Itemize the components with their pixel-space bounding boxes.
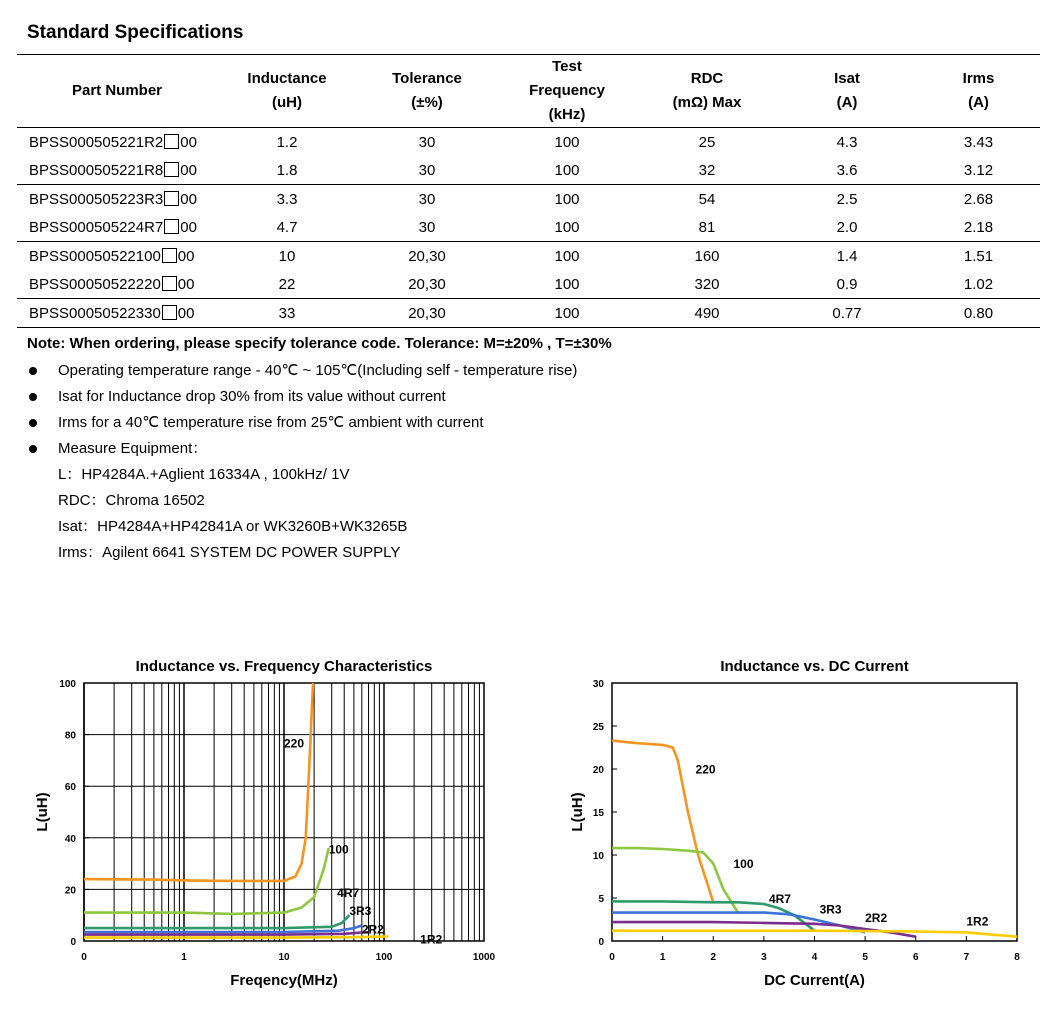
x-tick-label: 1000 — [472, 952, 496, 963]
series-line-220 — [84, 683, 313, 881]
table-cell: 100 — [554, 161, 580, 179]
spec-table — [17, 54, 1040, 328]
series-label-1R2: 1R2 — [966, 914, 989, 929]
y-tick-label: 20 — [592, 765, 604, 776]
series-label-2R2: 2R2 — [865, 911, 888, 926]
header-line: (uH) — [272, 94, 302, 111]
series-label-3R3: 3R3 — [819, 902, 842, 917]
header-line: (A) — [836, 94, 858, 111]
x-tick-label: 5 — [862, 952, 868, 963]
header-line: Part Number — [71, 82, 163, 99]
bullet-icon — [29, 445, 37, 453]
inductance-vs-dc-current-chart — [520, 645, 1040, 1005]
header-line: Irms — [962, 70, 995, 87]
spec-notes-list — [27, 358, 577, 566]
header-line: Isat — [834, 70, 860, 87]
table-row — [17, 299, 1040, 328]
tolerance-code-box — [162, 305, 177, 320]
table-cell: 81 — [698, 218, 716, 236]
table-cell: 10 — [217, 242, 357, 271]
equipment-item: Isat：HP4284A+HP42841A or WK3260B+WK3265B — [58, 518, 408, 535]
table-row — [17, 213, 1040, 242]
tolerance-code-box — [162, 248, 177, 263]
table-cell: 30 — [418, 218, 436, 236]
table-cell: 25 — [698, 133, 716, 151]
table-cell: 100 — [497, 185, 637, 214]
y-tick-label: 15 — [592, 808, 604, 819]
series-line-1R2 — [84, 936, 388, 937]
table-cell: 160 — [637, 242, 777, 271]
series-label-220: 220 — [284, 736, 305, 751]
x-tick-label: 2 — [710, 952, 717, 963]
series-line-100 — [612, 848, 739, 913]
y-tick-label: 40 — [64, 833, 76, 845]
header-irms — [917, 55, 1040, 128]
header-line: RDC — [690, 70, 724, 87]
chart-title: Inductance vs. DC Current — [720, 658, 909, 675]
series-label-100: 100 — [328, 842, 349, 857]
equipment-item: Irms：Agilent 6641 SYSTEM DC POWER SUPPLY — [58, 544, 401, 561]
table-row — [17, 242, 1040, 271]
table-cell: 1.4 — [777, 242, 917, 271]
series-label-3R3: 3R3 — [349, 904, 372, 919]
part-number-suffix: 00 — [180, 133, 197, 151]
part-number-suffix: 00 — [180, 161, 197, 179]
header-line: Frequency — [529, 82, 605, 99]
table-cell: 20,30 — [408, 275, 446, 293]
series-label-1R2: 1R2 — [420, 932, 443, 947]
header-line: Test — [552, 58, 582, 75]
part-number-cell — [17, 185, 217, 214]
table-cell: 2.5 — [777, 185, 917, 214]
part-number-prefix: BPSS000505221R2 — [29, 133, 164, 151]
table-row — [17, 156, 1040, 185]
part-number-suffix: 00 — [180, 218, 197, 236]
table-cell: 30 — [418, 161, 436, 179]
list-item-text: Isat for Inductance drop 30% from its value without current — [58, 388, 446, 405]
chart-title: Inductance vs. Frequency Characteristics — [135, 658, 433, 675]
y-tick-label: 20 — [64, 885, 76, 897]
y-tick-label: 10 — [592, 851, 604, 862]
list-item-text: Measure Equipment： — [58, 440, 208, 457]
table-row — [17, 128, 1040, 157]
table-cell: 490 — [637, 299, 777, 328]
series-label-220: 220 — [695, 762, 716, 777]
x-axis-label: DC Current(A) — [764, 972, 865, 989]
table-cell: 32 — [698, 161, 716, 179]
part-number-prefix: BPSS000505223R3 — [29, 190, 164, 208]
table-cell: 3.6 — [836, 161, 858, 179]
table-cell: 30 — [418, 133, 436, 151]
list-item-text: Operating temperature range - 40℃ ~ 105℃(Including self - temperature rise) — [58, 362, 578, 379]
header-isat — [777, 55, 917, 128]
x-tick-label: 0 — [81, 952, 87, 963]
tolerance-code-box — [164, 219, 179, 234]
part-number-prefix: BPSS00050522220 — [29, 275, 161, 293]
table-cell: 100 — [497, 299, 637, 328]
y-tick-label: 0 — [598, 937, 604, 948]
x-tick-label: 6 — [912, 952, 919, 963]
part-number-cell — [17, 270, 217, 299]
part-number-cell — [17, 213, 217, 242]
part-number-cell — [17, 128, 217, 157]
series-line-4R7 — [84, 915, 349, 928]
table-cell: 3.3 — [217, 185, 357, 214]
tolerance-code-box — [164, 162, 179, 177]
table-cell: 320 — [694, 275, 720, 293]
y-axis-label: L(uH) — [569, 792, 586, 832]
series-label-4R7: 4R7 — [768, 892, 791, 907]
table-header-row — [17, 55, 1040, 128]
table-cell: 2.18 — [963, 218, 994, 236]
table-cell: 1.02 — [963, 275, 994, 293]
x-axis-label: Freqency(MHz) — [230, 972, 338, 989]
x-tick-label: 10 — [278, 952, 290, 963]
header-line: (mΩ) Max — [672, 94, 742, 111]
part-number-suffix: 00 — [177, 304, 195, 322]
list-item — [27, 410, 577, 436]
y-tick-label: 5 — [598, 894, 604, 905]
tolerance-code-box — [162, 276, 177, 291]
table-cell: 0.77 — [777, 299, 917, 328]
header-line: (±%) — [411, 94, 443, 111]
x-tick-label: 1 — [659, 952, 666, 963]
series-line-1R2 — [612, 931, 1017, 937]
table-cell: 1.2 — [276, 133, 298, 151]
header-line: Inductance — [247, 70, 327, 87]
part-number-prefix: BPSS000505221R8 — [29, 161, 164, 179]
y-tick-label: 80 — [64, 730, 76, 742]
y-tick-label: 100 — [59, 679, 76, 690]
table-cell: 33 — [217, 299, 357, 328]
list-item-text: Irms for a 40℃ temperature rise from 25℃ ambient with current — [58, 414, 484, 431]
table-cell: 1.51 — [917, 242, 1040, 271]
part-number-cell — [17, 299, 217, 328]
part-number-suffix: 00 — [180, 190, 197, 208]
table-cell: 54 — [637, 185, 777, 214]
table-cell: 100 — [497, 242, 637, 271]
x-tick-label: 100 — [375, 952, 393, 963]
header-part-number — [17, 55, 217, 128]
x-tick-label: 8 — [1014, 952, 1020, 963]
header-tolerance — [357, 55, 497, 128]
table-cell: 100 — [554, 275, 580, 293]
table-row — [17, 185, 1040, 214]
table-cell: 2.68 — [917, 185, 1040, 214]
header-rdc — [637, 55, 777, 128]
y-tick-label: 60 — [64, 782, 76, 794]
ordering-note: Note: When ordering, please specify tolerance code. Tolerance: M=±20% , T=±30% — [27, 335, 612, 352]
header-line: (kHz) — [548, 106, 586, 123]
y-tick-label: 0 — [70, 937, 76, 948]
page-title: Standard Specifications — [27, 22, 244, 43]
tolerance-code-box — [164, 191, 179, 206]
table-cell: 4.3 — [836, 133, 858, 151]
list-item — [27, 358, 577, 384]
part-number-cell — [17, 156, 217, 185]
table-cell: 4.7 — [276, 218, 298, 236]
table-cell: 0.9 — [836, 275, 858, 293]
header-test-frequency — [497, 55, 637, 128]
equipment-item: RDC：Chroma 16502 — [58, 492, 205, 509]
part-number-cell — [17, 242, 217, 271]
x-tick-label: 7 — [963, 952, 970, 963]
x-tick-label: 3 — [761, 952, 767, 963]
table-cell: 30 — [357, 185, 497, 214]
equipment-item: L：HP4284A.+Aglient 16334A , 100kHz/ 1V — [58, 466, 350, 483]
tolerance-code-box — [164, 134, 179, 149]
y-axis-label: L(uH) — [34, 792, 51, 832]
part-number-prefix: BPSS00050522100 — [29, 247, 161, 265]
table-cell: 3.12 — [963, 161, 994, 179]
series-label-100: 100 — [733, 856, 754, 871]
part-number-suffix: 00 — [177, 275, 195, 293]
table-cell: 100 — [554, 218, 580, 236]
series-label-4R7: 4R7 — [337, 886, 360, 901]
table-cell: 3.43 — [963, 133, 994, 151]
list-item — [27, 384, 577, 410]
series-label-2R2: 2R2 — [361, 922, 384, 937]
table-cell: 0.80 — [917, 299, 1040, 328]
x-tick-label: 0 — [609, 952, 615, 963]
table-cell: 22 — [278, 275, 296, 293]
x-tick-label: 1 — [181, 952, 187, 963]
bullet-icon — [29, 367, 37, 375]
bullet-icon — [29, 419, 37, 427]
inductance-vs-frequency-chart — [0, 645, 520, 1005]
table-cell: 2.0 — [836, 218, 858, 236]
table-row — [17, 270, 1040, 299]
list-item — [27, 436, 577, 462]
part-number-prefix: BPSS00050522330 — [29, 304, 161, 322]
table-cell: 20,30 — [357, 299, 497, 328]
table-cell: 100 — [554, 133, 580, 151]
chart-grid — [84, 683, 484, 941]
y-tick-label: 30 — [592, 679, 604, 690]
header-line: Tolerance — [392, 70, 462, 87]
part-number-prefix: BPSS000505224R7 — [29, 218, 164, 236]
part-number-suffix: 00 — [177, 247, 195, 265]
y-tick-label: 25 — [592, 722, 604, 733]
x-tick-label: 4 — [811, 952, 818, 963]
header-inductance — [217, 55, 357, 128]
table-cell: 20,30 — [357, 242, 497, 271]
table-cell: 1.8 — [276, 161, 298, 179]
bullet-icon — [29, 393, 37, 401]
header-line: (A) — [968, 94, 989, 111]
